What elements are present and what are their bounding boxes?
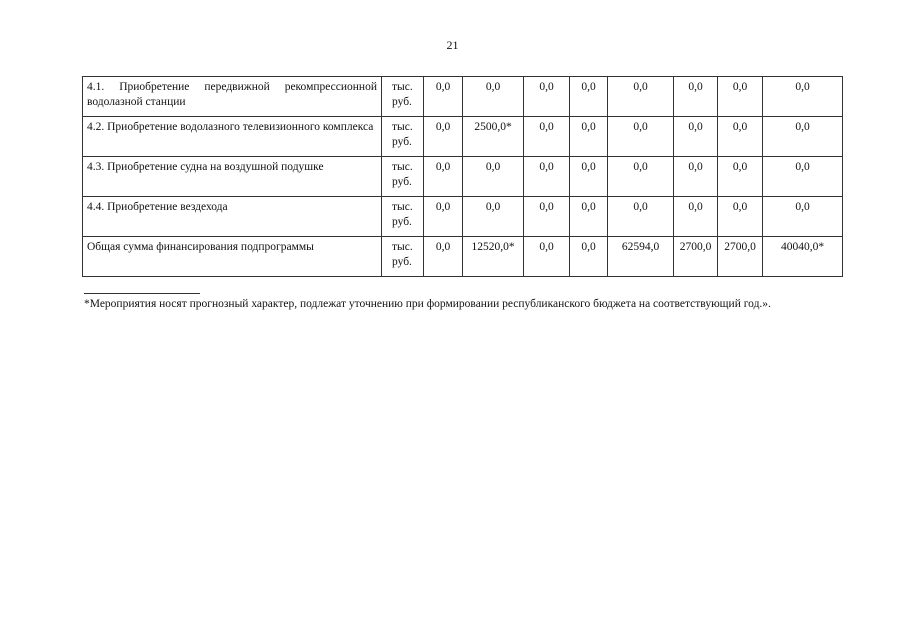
value-cell: 0,0 [570, 237, 608, 277]
value-cell: 0,0 [718, 77, 763, 117]
footnote-divider [84, 293, 200, 294]
table-row [83, 117, 843, 157]
value-cell: 0,0 [763, 117, 843, 157]
page-number: 21 [446, 38, 459, 52]
value-cell: 0,0 [674, 197, 718, 237]
value-cell: 0,0 [763, 157, 843, 197]
value-cell: 0,0 [424, 117, 463, 157]
value-cell: 0,0 [424, 237, 463, 277]
value-cell: 0,0 [570, 117, 608, 157]
value-cell: 0,0 [718, 157, 763, 197]
value-cell: 0,0 [570, 197, 608, 237]
value-cell: 40040,0* [763, 237, 843, 277]
value-cell: 0,0 [608, 117, 674, 157]
table-body [83, 77, 843, 277]
value-cell: 0,0 [674, 117, 718, 157]
value-cell: 0,0 [570, 77, 608, 117]
table-row [83, 157, 843, 197]
value-cell: 0,0 [463, 157, 524, 197]
unit-cell: тыс. руб. [382, 117, 424, 157]
row-name-cell: 4.1. Приобретение передвижной рекомпрессионной водолазной станции [83, 77, 382, 117]
value-cell: 0,0 [424, 77, 463, 117]
table-row [83, 237, 843, 277]
unit-cell: тыс. руб. [382, 77, 424, 117]
value-cell: 2700,0 [674, 237, 718, 277]
value-cell: 0,0 [570, 157, 608, 197]
value-cell: 0,0 [524, 117, 570, 157]
value-cell: 62594,0 [608, 237, 674, 277]
value-cell: 0,0 [524, 157, 570, 197]
footnote: *Мероприятия носят прогнозный характер, подлежат уточнению при формировании республиканского бюджета на соответствующий год.». [84, 298, 771, 310]
unit-cell: тыс. руб. [382, 197, 424, 237]
value-cell: 2700,0 [718, 237, 763, 277]
value-cell: 0,0 [674, 157, 718, 197]
value-cell: 0,0 [424, 197, 463, 237]
row-name-cell: 4.4. Приобретение вездехода [83, 197, 382, 237]
unit-cell: тыс. руб. [382, 237, 424, 277]
value-cell: 0,0 [524, 77, 570, 117]
value-cell: 0,0 [608, 197, 674, 237]
value-cell: 0,0 [463, 77, 524, 117]
value-cell: 0,0 [718, 197, 763, 237]
value-cell: 0,0 [674, 77, 718, 117]
value-cell: 0,0 [608, 77, 674, 117]
value-cell: 0,0 [763, 77, 843, 117]
value-cell: 0,0 [718, 117, 763, 157]
value-cell: 12520,0* [463, 237, 524, 277]
row-name-cell: 4.2. Приобретение водолазного телевизионного комплекса [83, 117, 382, 157]
row-name-cell: Общая сумма финансирования подпрограммы [83, 237, 382, 277]
row-name-cell: 4.3. Приобретение судна на воздушной подушке [83, 157, 382, 197]
value-cell: 0,0 [463, 197, 524, 237]
value-cell: 0,0 [524, 197, 570, 237]
value-cell: 0,0 [763, 197, 843, 237]
value-cell: 0,0 [424, 157, 463, 197]
table-row [83, 77, 843, 117]
table-row [83, 197, 843, 237]
financing-table [82, 76, 843, 277]
unit-cell: тыс. руб. [382, 157, 424, 197]
value-cell: 0,0 [524, 237, 570, 277]
value-cell: 2500,0* [463, 117, 524, 157]
value-cell: 0,0 [608, 157, 674, 197]
